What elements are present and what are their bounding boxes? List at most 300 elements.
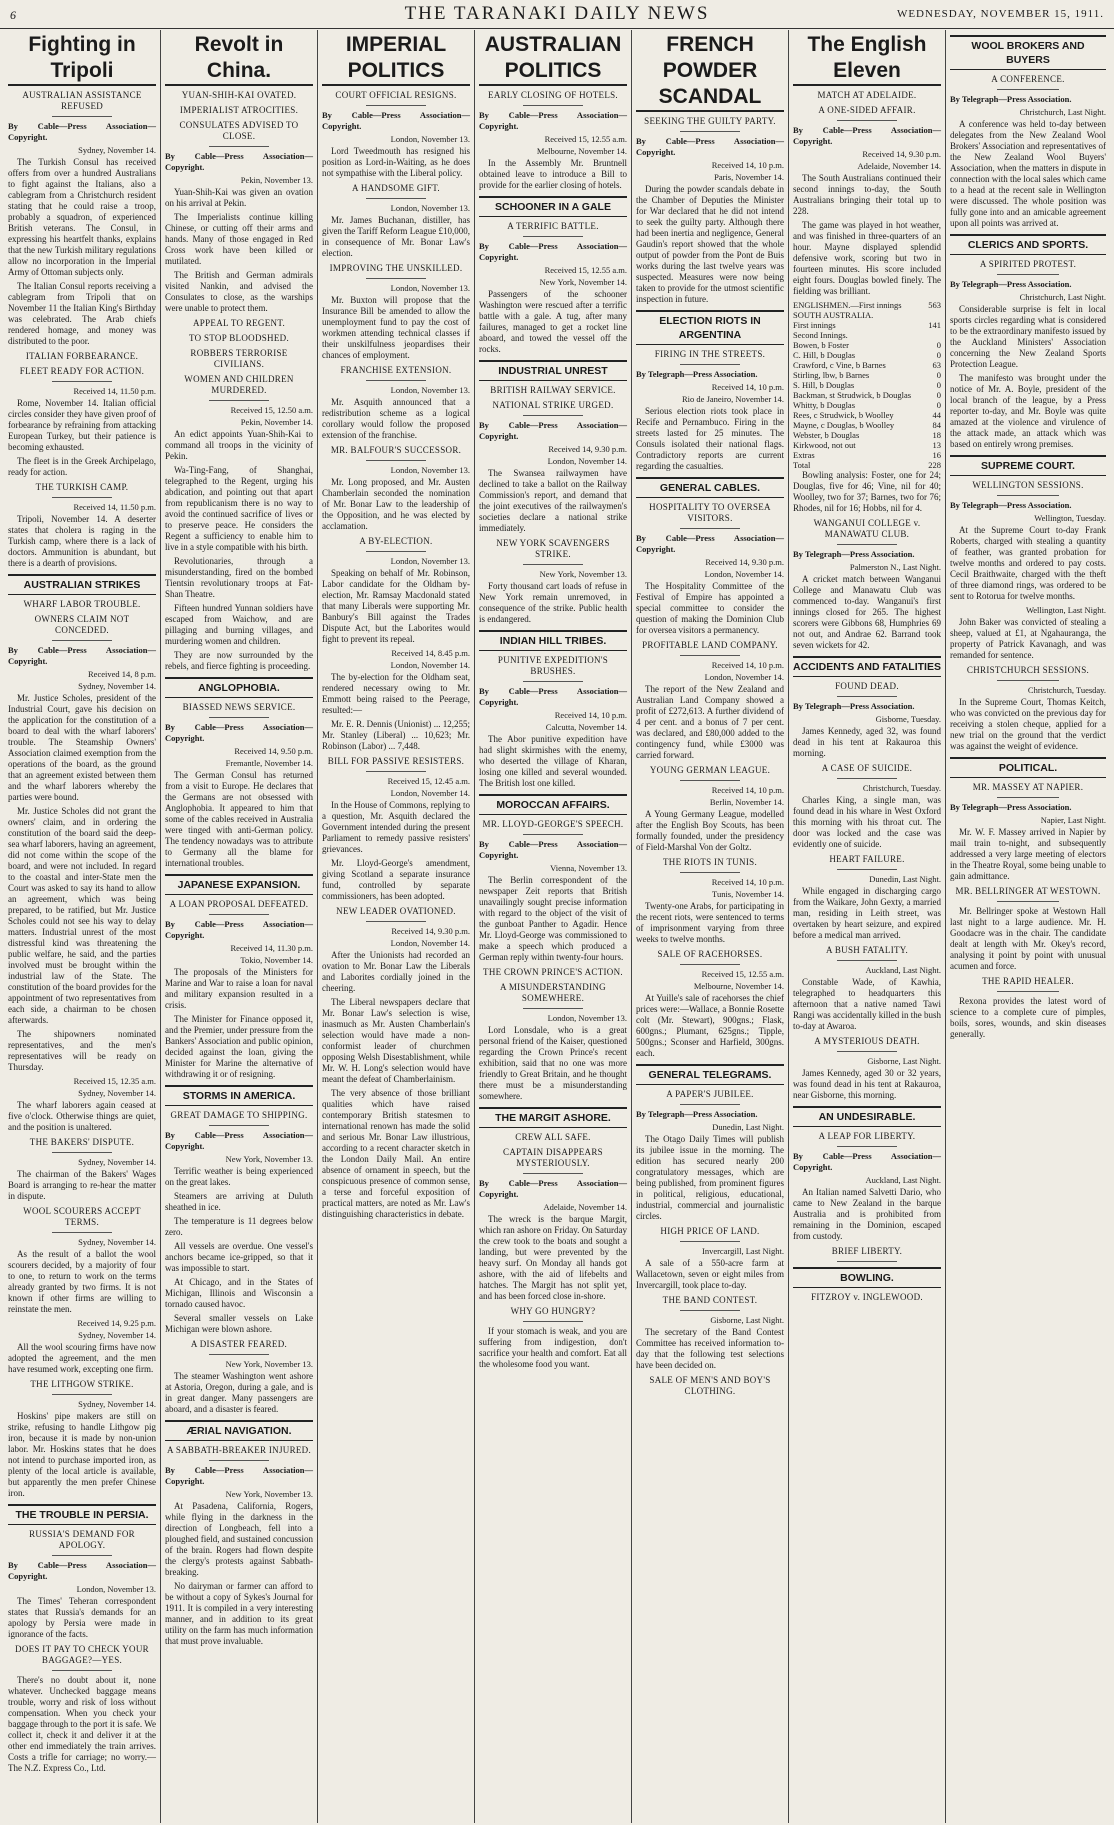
column-3: [318, 30, 475, 1823]
dateline: London, November 13.: [390, 283, 470, 293]
divider: [209, 400, 268, 401]
dateline: Received 15, 12.55 a.m.: [544, 134, 627, 144]
dateline: Calcutta, November 14.: [545, 722, 627, 732]
paragraph: The Italian Consul reports receiving a cablegram from Tripoli that on November 11 the Italian King's Birthday was celebrated. The Arab chiefs rendered homage, and money was distributed to the poor.: [8, 281, 156, 346]
subheading: CHRISTCHURCH SESSIONS.: [966, 665, 1090, 675]
subheading: CREW ALL SAFE.: [515, 1132, 591, 1142]
subheading: FRANCHISE EXTENSION.: [340, 365, 452, 375]
paragraph: The steamer Washington went ashore at Astoria, Oregon, during a gale, and is in great danger. Many passengers are aboard, and a disaster is feared.: [165, 1371, 313, 1414]
scorecard-row: [793, 360, 941, 370]
paragraph: An Italian named Salvetti Dario, who came to New Zealand in the barque Australia and is prohibited from remaining in the Dominion, escaped from custody.: [793, 1187, 941, 1241]
paragraph: A Young Germany League, modelled after the English Boy Scouts, has been formally founded, under the presidency of Field-Marshal Von der Goltz.: [636, 809, 784, 852]
subheading: YOUNG GERMAN LEAGUE.: [649, 765, 771, 775]
dateline: Sydney, November 14.: [78, 1157, 156, 1167]
paragraph: The temperature is 11 degrees below zero.: [165, 1216, 313, 1237]
section-heading: SCHOONER IN A GALE: [479, 196, 627, 217]
divider: [523, 681, 582, 682]
divider: [997, 901, 1059, 902]
paragraph: Fifteen hundred Yunnan soldiers have escaped from Waichow, and are pillaging and burning villages, and murdering women and children.: [165, 603, 313, 646]
byline: By Cable—Press Association—Copyright.: [8, 121, 156, 142]
paragraph: The Imperialists continue killing Chinese, or cutting off their arms and hands. Many of those engaged in Red Cross work have been killed or mutilated.: [165, 212, 313, 266]
paragraph: The Liberal newspapers declare that Mr. Bonar Law's selection is wise, inasmuch as Mr. Austen Chamberlain's selection would have made a non-conformist leader of churchmen opposing Welsh Disestablishment, while Mr. W. H. Long's selection would have meant the defeat of Chamberlainism.: [322, 997, 470, 1084]
dateline: New York, November 13.: [225, 1489, 313, 1499]
subheading: TO STOP BLOODSHED.: [189, 333, 289, 343]
section-heading: THE MARGIT ASHORE.: [479, 1107, 627, 1128]
paragraph: In the Assembly Mr. Bruntnell obtained leave to introduce a Bill to provide for the earlier closing of hotels.: [479, 158, 627, 190]
divider: [837, 1146, 896, 1147]
subheading: NEW YORK SCAVENGERS STRIKE.: [496, 538, 610, 559]
byline: By Cable—Press Association—Copyright.: [479, 839, 627, 860]
subheading: A DISASTER FEARED.: [190, 1339, 288, 1349]
subheading: A TERRIFIC BATTLE.: [507, 221, 599, 231]
dateline: London, November 13.: [76, 1584, 156, 1594]
byline: By Cable—Press Association—Copyright.: [165, 151, 313, 172]
dateline: Received 14, 9.30 p.m.: [391, 926, 470, 936]
divider: [523, 1173, 582, 1174]
batsman-name: Crawford, c Vine, b Barnes: [793, 360, 886, 370]
dateline: Tokio, November 14.: [240, 955, 313, 965]
scorecard: [793, 300, 941, 470]
scorecard-row: [793, 390, 941, 400]
divider: [997, 797, 1059, 798]
subheading: A MISUNDERSTANDING SOMEWHERE.: [500, 982, 606, 1003]
batsman-score: 0: [936, 350, 941, 360]
batsman-score: 16: [932, 450, 941, 460]
divider: [366, 105, 425, 106]
dateline: Gisborne, Tuesday.: [875, 714, 941, 724]
paragraph: Forty thousand cart loads of refuse in New York remain unremoved, in consequence of the strike. Public health is endangered.: [479, 581, 627, 624]
section-heading: CLERICS AND SPORTS.: [950, 234, 1106, 255]
subheading: THE RAPID HEALER.: [982, 976, 1074, 986]
subheading: RUSSIA'S DEMAND FOR APOLOGY.: [29, 1529, 135, 1550]
dateline: Invercargill, Last Night.: [702, 1246, 784, 1256]
dateline: London, November 14.: [390, 660, 470, 670]
subheading: CAPTAIN DISAPPEARS MYSTERIOUSLY.: [503, 1147, 603, 1168]
section-heading: ACCIDENTS AND FATALITIES: [793, 656, 941, 677]
column-6: [789, 30, 946, 1823]
column-headline: Revolt in China.: [165, 32, 313, 86]
subheading: BRITISH RAILWAY SERVICE.: [490, 385, 616, 395]
divider: [680, 1310, 739, 1311]
divider: [837, 1051, 896, 1052]
paragraph: Tripoli, November 14. A deserter states that cholera is raging in the Turkish camp, where there is a lack of doctors. Ammunition is abundant, but there is a dearth of provisions.: [8, 514, 156, 568]
paragraph: The proposals of the Ministers for Marine and War to raise a loan for naval and military expansion resulted in a crisis.: [165, 967, 313, 1010]
divider: [52, 497, 111, 498]
paragraph: Charles King, a single man, was found dead in his whare in West Oxford this morning with his throat cut. The door was locked and the case was evidently one of suicide.: [793, 795, 941, 849]
dateline: Napier, Last Night.: [1040, 815, 1106, 825]
batsman-name: Mayne, c Douglas, b Woolley: [793, 420, 895, 430]
batsman-name: Extras: [793, 450, 815, 460]
paragraph: Rome, November 14. Italian official circles consider they have given proof of forbearance by refraining from attacking European Turkey, but their patience is becoming exhausted.: [8, 398, 156, 452]
subheading: DOES IT PAY TO CHECK YOUR BAGGAGE?—YES.: [15, 1644, 149, 1665]
subheading: WHARF LABOR TROUBLE.: [23, 599, 141, 609]
divider: [680, 1241, 739, 1242]
subheading: THE TURKISH CAMP.: [35, 482, 129, 492]
paragraph: Twenty-one Arabs, for participating in the recent riots, were sentenced to terms of imprisonment varying from three weeks to twelve months.: [636, 901, 784, 944]
dateline: Auckland, Last Night.: [865, 965, 941, 975]
subheading: A LOAN PROPOSAL DEFEATED.: [169, 899, 309, 909]
divider: [52, 640, 111, 641]
subheading: WHY GO HUNGRY?: [510, 1306, 596, 1316]
subheading: AUSTRALIAN ASSISTANCE REFUSED: [22, 90, 142, 111]
paragraph: They are now surrounded by the rebels, and fierce fighting is proceeding.: [165, 650, 313, 671]
paragraph: No dairyman or farmer can afford to be without a copy of Sykes's Journal for 1911. It is compiled in a very interesting manner, and in addition to its great utility on the farm has much information that must prove invaluable.: [165, 1581, 313, 1646]
dateline: Received 15, 12.35 a.m.: [73, 1076, 156, 1086]
section-heading: MOROCCAN AFFAIRS.: [479, 794, 627, 815]
paragraph: At Pasadena, California, Rogers, while flying in the darkness in the direction of Longbeach, fell into a ploughed field, and sustained concussion of the brain. Rogers had flown despite the clergy's protests against Sabbath-breaking.: [165, 1501, 313, 1577]
section-heading: SUPREME COURT.: [950, 455, 1106, 476]
paragraph: All vessels are overdue. One vessel's anchors became ice-gripped, so that it was impossible to start.: [165, 1241, 313, 1273]
divider: [52, 116, 111, 117]
dateline: Received 15, 12.50 a.m.: [230, 405, 313, 415]
divider: [680, 872, 739, 873]
paragraph: After the Unionists had recorded an ovation to Mr. Bonar Law the Liberals and Laborites cordially joined in the cheering.: [322, 950, 470, 993]
scorecard-row: [793, 460, 941, 470]
subheading: BRIEF LIBERTY.: [831, 1246, 903, 1256]
dateline: Sydney, November 14.: [78, 1088, 156, 1098]
divider: [837, 1261, 896, 1262]
subheading: FOUND DEAD.: [835, 681, 899, 691]
dateline: Christchurch, Tuesday.: [862, 783, 941, 793]
dateline: Received 14, 9.30 p.m.: [862, 149, 941, 159]
subheading: HOSPITALITY TO OVERSEA VISITORS.: [649, 502, 771, 523]
paragraph: Wa-Ting-Fang, of Shanghai, telegraphed to the Regent, urging his abdication, and pointing out that apart from republicanism there is no way to avoid the continued sacrifice of lives or to preserve peace. He considers the Regent a sufficiency to enable him to live in a style compatible with his birth.: [165, 465, 313, 552]
subheading: THE BAKERS' DISPUTE.: [29, 1137, 135, 1147]
section-heading: THE TROUBLE IN PERSIA.: [8, 1504, 156, 1525]
byline: By Cable—Press Association—Copyright.: [793, 125, 941, 146]
paragraph: Mr. Justice Scholes did not grant the owners' claim, and in ordering the constitution of the board said the deep-sea wharf laborers, having an agreement, did not come within the scope of the board, and were not included. In regard to the coastal and inter-State men the Court was asked to say its hand to allow an agreement, which was being prepared, to be ratified, but Mr. Justice Scholes could not see his way to delay matters. Industrial unrest of the most distressful kind was threatening the public welfare, he said, and the parties involved must be brought within the industrial law of the State. The constitution of the board provides for the appointment of two representatives from each side, a chairman to be chosen afterwards.: [8, 806, 156, 1025]
dateline: Received 14, 11.30 p.m.: [230, 943, 313, 953]
subheading: NATIONAL STRIKE URGED.: [492, 400, 614, 410]
byline: By Cable—Press Association—Copyright.: [8, 645, 156, 666]
subheading: NEW LEADER OVATIONED.: [336, 906, 456, 916]
dateline: Berlin, November 14.: [709, 797, 784, 807]
divider: [837, 778, 896, 779]
dateline: Received 15, 12.55 a.m.: [544, 265, 627, 275]
byline: By Cable—Press Association—Copyright.: [793, 1151, 941, 1172]
paragraph: The wharf laborers again ceased at five o'clock. Otherwise things are quiet, and the position is unaltered.: [8, 1100, 156, 1132]
subheading: A HANDSOME GIFT.: [352, 183, 440, 193]
batsman-name: SOUTH AUSTRALIA.: [793, 310, 874, 320]
subheading: THE CROWN PRINCE'S ACTION.: [483, 967, 623, 977]
subheading: PUNITIVE EXPEDITION'S BRUSHES.: [497, 655, 609, 676]
dateline: Christchurch, Last Night.: [1019, 107, 1106, 117]
paragraph: The British and German admirals visited Nankin, and advised the Consulates to close, as the warships were unable to protect them.: [165, 270, 313, 313]
dateline: Received 14, 10 p.m.: [711, 160, 784, 170]
section-heading: ELECTION RIOTS IN ARGENTINA: [636, 310, 784, 345]
dateline: Received 15, 12.55 a.m.: [701, 969, 784, 979]
divider: [523, 1321, 582, 1322]
batsman-name: Second Innings.: [793, 330, 848, 340]
byline: By Cable—Press Association—Copyright.: [165, 1465, 313, 1486]
byline: By Cable—Press Association—Copyright.: [322, 110, 470, 131]
divider: [997, 680, 1059, 681]
paragraph: Several smaller vessels on Lake Michigan were blown ashore.: [165, 1313, 313, 1334]
subheading: WELLINGTON SESSIONS.: [972, 480, 1084, 490]
paragraph: The Times' Teheran correspondent states that Russia's demands for an apology by Persia were made in ignorance of the facts.: [8, 1596, 156, 1639]
paragraph: Speaking on behalf of Mr. Robinson, Labor candidate for the Oldham by-election, Mr. Ramsay Macdonald stated that many Liberals were supporting Mr. Banbury's Bill against the Trades Dispute Act, but the Laborites would fight to prevent its repeal.: [322, 568, 470, 644]
byline: By Cable—Press Association—Copyright.: [165, 722, 313, 743]
byline: By Cable—Press Association—Copyright.: [479, 241, 627, 262]
batsman-score: 0: [936, 380, 941, 390]
batsman-name: C. Hill, b Douglas: [793, 350, 856, 360]
dateline: Sydney, November 14.: [78, 1399, 156, 1409]
section-heading: JAPANESE EXPANSION.: [165, 874, 313, 895]
dateline: Received 14, 10 p.m.: [554, 710, 627, 720]
dateline: New York, November 14.: [539, 277, 627, 287]
paragraph: At the Supreme Court to-day Frank Roberts, charged with stealing a quantity of feather, was granted probation for twelve months and ordered to pay costs. Cecil Braithwaite, charged with the theft of three diamond rings, was ordered to be sent to Rotorua for twelve months.: [950, 525, 1106, 601]
paragraph: Hoskins' pipe makers are still on strike, refusing to handle Lithgow pig iron, because it is made by non-union labor. Mr. Hoskins states that he does not intend to purchase imported iron, as plenty of the local article is available, but apparently the men prefer Chinese iron.: [8, 1411, 156, 1498]
subheading: SEEKING THE GUILTY PARTY.: [644, 116, 776, 126]
byline: By Telegraph—Press Association.: [793, 701, 915, 711]
section-heading: AN UNDESIRABLE.: [793, 1106, 941, 1127]
scorecard-row: [793, 300, 941, 310]
byline: By Telegraph—Press Association.: [950, 279, 1072, 289]
dateline: Sydney, November 14.: [78, 1330, 156, 1340]
dateline: Gisborne, Last Night.: [710, 1315, 784, 1325]
dateline: Dunedin, Last Night.: [712, 1122, 784, 1132]
dateline: Pekin, November 13.: [240, 175, 313, 185]
column-1: [4, 30, 161, 1823]
dateline: Melbourne, November 14.: [693, 981, 784, 991]
dateline: Tunis, November 14.: [712, 889, 784, 899]
paragraph: Lord Lonsdale, who is a great personal friend of the Kaiser, questioned regarding the Crown Prince's recent exhibition, said that no one was more friendly to Great Britain, and he thought there must be a misunderstanding somewhere.: [479, 1025, 627, 1101]
section-heading: GENERAL CABLES.: [636, 477, 784, 498]
divider: [680, 131, 739, 132]
dateline: Wellington, Tuesday.: [1034, 513, 1106, 523]
dateline: Pekin, November 14.: [240, 417, 313, 427]
subheading: BIASSED NEWS SERVICE.: [182, 702, 296, 712]
section-heading: ÆRIAL NAVIGATION.: [165, 1420, 313, 1441]
subheading: A CASE OF SUICIDE.: [821, 763, 913, 773]
paragraph: Yuan-Shih-Kai was given an ovation on his arrival at Pekin.: [165, 187, 313, 208]
batsman-score: 84: [932, 420, 941, 430]
batsman-name: First innings: [793, 320, 836, 330]
section-heading: AUSTRALIAN STRIKES: [8, 574, 156, 595]
paragraph: The very absence of those brilliant qualities which have raised contemporary British statesmen to international renown has made the solid and serious Mr. Bonar Law illustrious, according to a recent character sketch in the London Daily Mail. An entire absence of ornament in speech, but the conspicuous presence of common sense, a terse and forceful exposition of practical matters, are noted as Mr. Law's distinguishing characteristics in debate.: [322, 1088, 470, 1219]
scorecard-row: [793, 370, 941, 380]
paragraph: Mr. Long proposed, and Mr. Austen Chamberlain seconded the nomination of Mr. Bonar Law to the leadership of the Opposition, and he was elected by acclamation.: [322, 477, 470, 531]
paragraph: The Swansea railwaymen have declined to take a ballot on the Railway Commission's report, and demand that the joint executives of the railwaymen's societies declare a national strike immediately.: [479, 468, 627, 533]
dateline: London, November 13.: [390, 465, 470, 475]
dateline: Christchurch, Last Night.: [1019, 292, 1106, 302]
dateline: London, November 14.: [547, 456, 627, 466]
scorecard-row: [793, 450, 941, 460]
paragraph: Bowling analysis: Foster, one for 24; Douglas, five for 46; Vine, nil for 40; Woolley, two for 37; Barnes, two for 76; Rhodes, nil for 16; Hobbs, nil for 4.: [793, 470, 941, 513]
paragraph: The Minister for Finance opposed it, and the Premier, under pressure from the Bankers' Association and public opinion, decided against the loan, giving the Minister for Marine the alternative of withdrawing it or of resigning.: [165, 1014, 313, 1079]
paragraph: Terrific weather is being experienced on the great lakes.: [165, 1166, 313, 1187]
scorecard-row: [793, 350, 941, 360]
subheading: HIGH PRICE OF LAND.: [660, 1226, 760, 1236]
subheading: SALE OF MEN'S AND BOY'S CLOTHING.: [649, 1375, 771, 1396]
byline: By Cable—Press Association—Copyright.: [636, 533, 784, 554]
dateline: London, November 13.: [547, 1013, 627, 1023]
paragraph: In the Supreme Court, Thomas Keitch, who was convicted on the previous day for receiving a stolen cheque, applied for a new trial on the ground that the verdict was against the weight of evidence.: [950, 697, 1106, 751]
byline: By Telegraph—Press Association.: [950, 500, 1072, 510]
paragraph: The shipowners nominated representatives, and the men's representatives will be ready on Thursday.: [8, 1029, 156, 1072]
dateline: Received 14, 10 p.m.: [711, 877, 784, 887]
dateline: Sydney, November 14.: [78, 681, 156, 691]
batsman-name: Stirling, lbw, b Barnes: [793, 370, 870, 380]
divider: [523, 1008, 582, 1009]
scorecard-row: [793, 340, 941, 350]
paragraph: There's no doubt about it, none whatever. Unchecked baggage means trouble, worry and risk of loss without compensation. When you check your baggage through to the port it is safe. We collect it, check it and deliver it at the other end immediately the train arrives. Costs a trifle for carriage; no worry.—The N.Z. Express Co., Ltd.: [8, 1675, 156, 1773]
section-heading: ANGLOPHOBIA.: [165, 677, 313, 698]
column-headline: IMPERIAL POLITICS: [322, 32, 470, 86]
dateline: Received 14, 9.30 p.m.: [548, 444, 627, 454]
subheading: FLEET READY FOR ACTION.: [19, 366, 145, 376]
divider: [209, 914, 268, 915]
paragraph: An edict appoints Yuan-Shih-Kai to command all troops in the vicinity of Pekin.: [165, 429, 313, 461]
paragraph: Serious election riots took place in Recife and Pernambuco. Firing in the streets lasted for 25 minutes. The Consuls isolated their national flags. Contradictory reports are current regarding the casualties.: [636, 406, 784, 471]
paragraph: The Otago Daily Times will publish its jubilee issue in the morning. The edition has secured nearly 200 congratulatory messages, which are being published, from prominent figures in political, religious, educational, industrial, commercial and journalistic circles.: [636, 1134, 784, 1221]
byline: By Cable—Press Association—Copyright.: [165, 1130, 313, 1151]
dateline: London, November 13.: [390, 134, 470, 144]
paragraph: During the powder scandals debate in the Chamber of Deputies the Minister for War declared that he did not intend to seek the guilty party. Although there had been inertia and negligence, General Gaudin's report showed that the whole output of powder from the Pont de Buis works during the last twelve years was suspected. Measures were now being taken to provide for the utmost scientific inspection in future.: [636, 184, 784, 304]
section-heading: INDUSTRIAL UNREST: [479, 360, 627, 381]
paragraph: James Kennedy, aged 30 or 32 years, was found dead in his tent at Rakauroa, near Gisborne, this morning.: [793, 1068, 941, 1100]
divider: [523, 415, 582, 416]
divider: [366, 278, 425, 279]
section-heading: INDIAN HILL TRIBES.: [479, 630, 627, 651]
paragraph: The chairman of the Bakers' Wages Board is arranging to re-hear the matter in dispute.: [8, 1169, 156, 1201]
columns: [4, 30, 1110, 1823]
paragraph: The German Consul has returned from a visit to Europe. He declares that the Germans are not obsessed with Anglophobia. It appeared to him that some of the cables received in Australia were tinged with anti-German policy. The tendency nowadays was to attribute to Germany all the blame for international troubles.: [165, 770, 313, 868]
paragraph: The report of the New Zealand and Australian Land Company showed a profit of £272,613. A further dividend of 4 per cent. and a bonus of 7 per cent. was declared, and £80,000 added to the contingency fund, while £3000 was carried forward.: [636, 684, 784, 760]
subheading: GREAT DAMAGE TO SHIPPING.: [170, 1110, 308, 1120]
paragraph: The by-election for the Oldham seat, rendered necessary owing to Mr. Emmott being raised to the Peerage, resulted:—: [322, 672, 470, 715]
batsman-name: Whitty, b Douglas: [793, 400, 856, 410]
divider: [680, 528, 739, 529]
batsman-score: 0: [936, 340, 941, 350]
scorecard-row: [793, 440, 941, 450]
subheading: A LEAP FOR LIBERTY.: [818, 1131, 916, 1141]
dateline: Received 14, 9.50 p.m.: [234, 746, 313, 756]
dateline: Dunedin, Last Night.: [869, 874, 941, 884]
subheading: BILL FOR PASSIVE RESISTERS.: [327, 756, 465, 766]
byline: By Cable—Press Association—Copyright.: [8, 1560, 156, 1581]
divider: [52, 1394, 111, 1395]
divider: [837, 869, 896, 870]
dateline: Received 14, 10 p.m.: [711, 382, 784, 392]
subheading: A PAPER'S JUBILEE.: [666, 1089, 754, 1099]
batsman-name: Backman, st Strudwick, b Douglas: [793, 390, 912, 400]
paragraph: A conference was held to-day between delegates from the New Zealand Wool Brokers' Association and representatives of the New Zealand Wool Buyers' Association, when the matters in dispute in connection with the local sales which came to a head at the recent sale in Wellington were discussed. The whole position was fully gone into and an amicable agreement upon all points was arrived at.: [950, 119, 1106, 228]
section-heading: POLITICAL.: [950, 757, 1106, 778]
subheading: MR. BELLRINGER AT WESTOWN.: [955, 886, 1101, 896]
paragraph: The wreck is the barque Margit, which ran ashore on Friday. On Saturday the crew took to the boats and sought a landing, but were prevented by the heavy surf. On Monday all hands got ashore, with the aid of lifebelts and hatches. The Margit has not split yet, and has been forced close in-shore.: [479, 1214, 627, 1301]
batsman-name: Total: [793, 460, 811, 470]
divider: [366, 380, 425, 381]
divider: [209, 1125, 268, 1126]
paragraph: Lord Tweedmouth has resigned his position as Lord-in-Waiting, as he does not sympathise with the Liberal policy.: [322, 146, 470, 178]
paragraph: Rexona provides the latest word of science to a complete cure of pimples, boils, sores, wounds, and skin diseases generally.: [950, 996, 1106, 1039]
column-2: [161, 30, 318, 1823]
paragraph: Mr. James Buchanan, distiller, has given the Tariff Reform League £10,000, in consequence of Mr. Bonar Law's election.: [322, 215, 470, 258]
dateline: Received 14, 10 p.m.: [711, 785, 784, 795]
paragraph: In the House of Commons, replying to a question, Mr. Asquith declared the Government intended during the present Parliament to remedy passive resisters' grievances.: [322, 800, 470, 854]
paragraph: The Berlin correspondent of the newspaper Zeit reports that British unavailingly sought precise information with regard to the object of the visit of the gunboat Panther to Agadir. Hence Mr. Lloyd-George was commissioned to make a speech which produced a German reply within twenty-four hours.: [479, 875, 627, 962]
masthead: [0, 0, 1114, 29]
batsman-score: 63: [932, 360, 941, 370]
paragraph: Mr. Buxton will propose that the Insurance Bill be amended to allow the unemployment fund to pay the cost of workmen attending technical classes if their unskilfulness jeopardises their chances of employment.: [322, 295, 470, 360]
dateline: Christchurch, Tuesday.: [1027, 685, 1106, 695]
subheading: WOMEN AND CHILDREN MURDERED.: [184, 374, 294, 395]
divider: [997, 495, 1059, 496]
subheading: MR. LLOYD-GEORGE'S SPEECH.: [482, 819, 624, 829]
subheading: APPEAL TO REGENT.: [192, 318, 286, 328]
byline: By Cable—Press Association—Copyright.: [479, 110, 627, 131]
scorecard-row: [793, 330, 941, 340]
paragraph: The secretary of the Band Contest Committee has received information to-day that the following test selections have been decided on.: [636, 1327, 784, 1370]
subheading: HEART FAILURE.: [829, 854, 905, 864]
batsman-name: Bowen, b Foster: [793, 340, 849, 350]
dateline: London, November 13.: [390, 385, 470, 395]
divider: [837, 696, 896, 697]
dateline: Sydney, November 14.: [78, 145, 156, 155]
scorecard-row: [793, 380, 941, 390]
paragraph: The South Australians continued their second innings to-day, the South Australians bringing their total up to 228.: [793, 173, 941, 216]
subheading: THE BAND CONTEST.: [662, 1295, 758, 1305]
paragraph: The Hospitality Committee of the Festival of Empire has appointed a special committee to consider the question of making the Dominion Club for oversea visitors a permanency.: [636, 581, 784, 635]
divider: [209, 1460, 268, 1461]
section-heading: WOOL BROKERS AND BUYERS: [950, 35, 1106, 70]
batsman-name: S. Hill, b Douglas: [793, 380, 855, 390]
divider: [837, 960, 896, 961]
divider: [209, 146, 268, 147]
subheading: WOOL SCOURERS ACCEPT TERMS.: [23, 1206, 141, 1227]
batsman-name: Kirkwood, not out: [793, 440, 856, 450]
dateline: Adelaide, November 14.: [543, 1202, 627, 1212]
divider: [52, 1232, 111, 1233]
scorecard-row: [793, 420, 941, 430]
divider: [523, 236, 582, 237]
byline: By Telegraph—Press Association.: [950, 94, 1072, 104]
dateline: Rio de Janeiro, November 14.: [682, 394, 784, 404]
paragraph: A sale of a 550-acre farm at Wallacetown, seven or eight miles from Invercargill, took place to-day.: [636, 1258, 784, 1290]
dateline: Received 15, 12.45 a.m.: [387, 776, 470, 786]
batsman-score: 563: [928, 300, 941, 310]
paragraph: The manifesto was brought under the notice of Mr. A. Boyle, president of the local branch of the league, by a Press reporter to-day, and Mr. Boyle was quite amazed at the violence and virulence of the attack made, an attack which was based on entirely wrong premises.: [950, 373, 1106, 449]
subheading: MATCH AT ADELAIDE.: [817, 90, 917, 100]
subheading: IMPROVING THE UNSKILLED.: [329, 263, 463, 273]
divider: [680, 364, 739, 365]
batsman-score: 0: [936, 400, 941, 410]
scorecard-row: [793, 400, 941, 410]
page-number: 6: [10, 8, 16, 22]
paragraph: A cricket match between Wanganui College and Manawatu Club was commenced to-day. Wanganui's first innings closed for 265. The highest scorers were Gibbons 68, Humphries 69 not out, and Andrae 62. Barrand took seven wickets for 42.: [793, 574, 941, 650]
divider: [523, 564, 582, 565]
batsman-name: Rees, c Strudwick, b Woolley: [793, 410, 894, 420]
section-heading: GENERAL TELEGRAMS.: [636, 1064, 784, 1085]
byline: By Cable—Press Association—Copyright.: [636, 136, 784, 157]
divider: [837, 544, 896, 545]
dateline: London, November 14.: [390, 938, 470, 948]
divider: [366, 460, 425, 461]
subheading: A CONFERENCE.: [991, 74, 1065, 84]
subheading: YUAN-SHIH-KAI OVATED.: [181, 90, 297, 100]
paragraph: The Turkish Consul has received offers from over a hundred Australians to fight against the Italians, also a cablegram from a Christchurch resident stating that he could raise a troop, probably a squadron, of experienced British veterans. The Consul, in expressing his heartfelt thanks, explains that the new Turkish military regulations allow no incorporation in the Imperial Army of Ottoman subjects only.: [8, 157, 156, 277]
byline: By Cable—Press Association—Copyright.: [165, 919, 313, 940]
paragraph: Mr. W. F. Massey arrived in Napier by mail train to-night, and subsequently addressed a very large meeting of electors in the Theatre Royal, some being unable to gain admittance.: [950, 827, 1106, 881]
paragraph: Mr. Bellringer spoke at Westown Hall last night to a large audience. Mr. H. Goodacre was in the chair. The candidate dealt at length with Mr. Okey's record, analysing it point by point with unusual acumen and force.: [950, 906, 1106, 971]
divider: [366, 921, 425, 922]
subheading: OWNERS CLAIM NOT CONCEDED.: [34, 614, 130, 635]
divider: [52, 1670, 111, 1671]
paragraph: Mr. Asquith announced that a redistribution scheme as a logical corollary would follow the proposed extension of the franchise.: [322, 397, 470, 440]
subheading: A SPIRITED PROTEST.: [979, 259, 1077, 269]
column-5: [632, 30, 789, 1823]
